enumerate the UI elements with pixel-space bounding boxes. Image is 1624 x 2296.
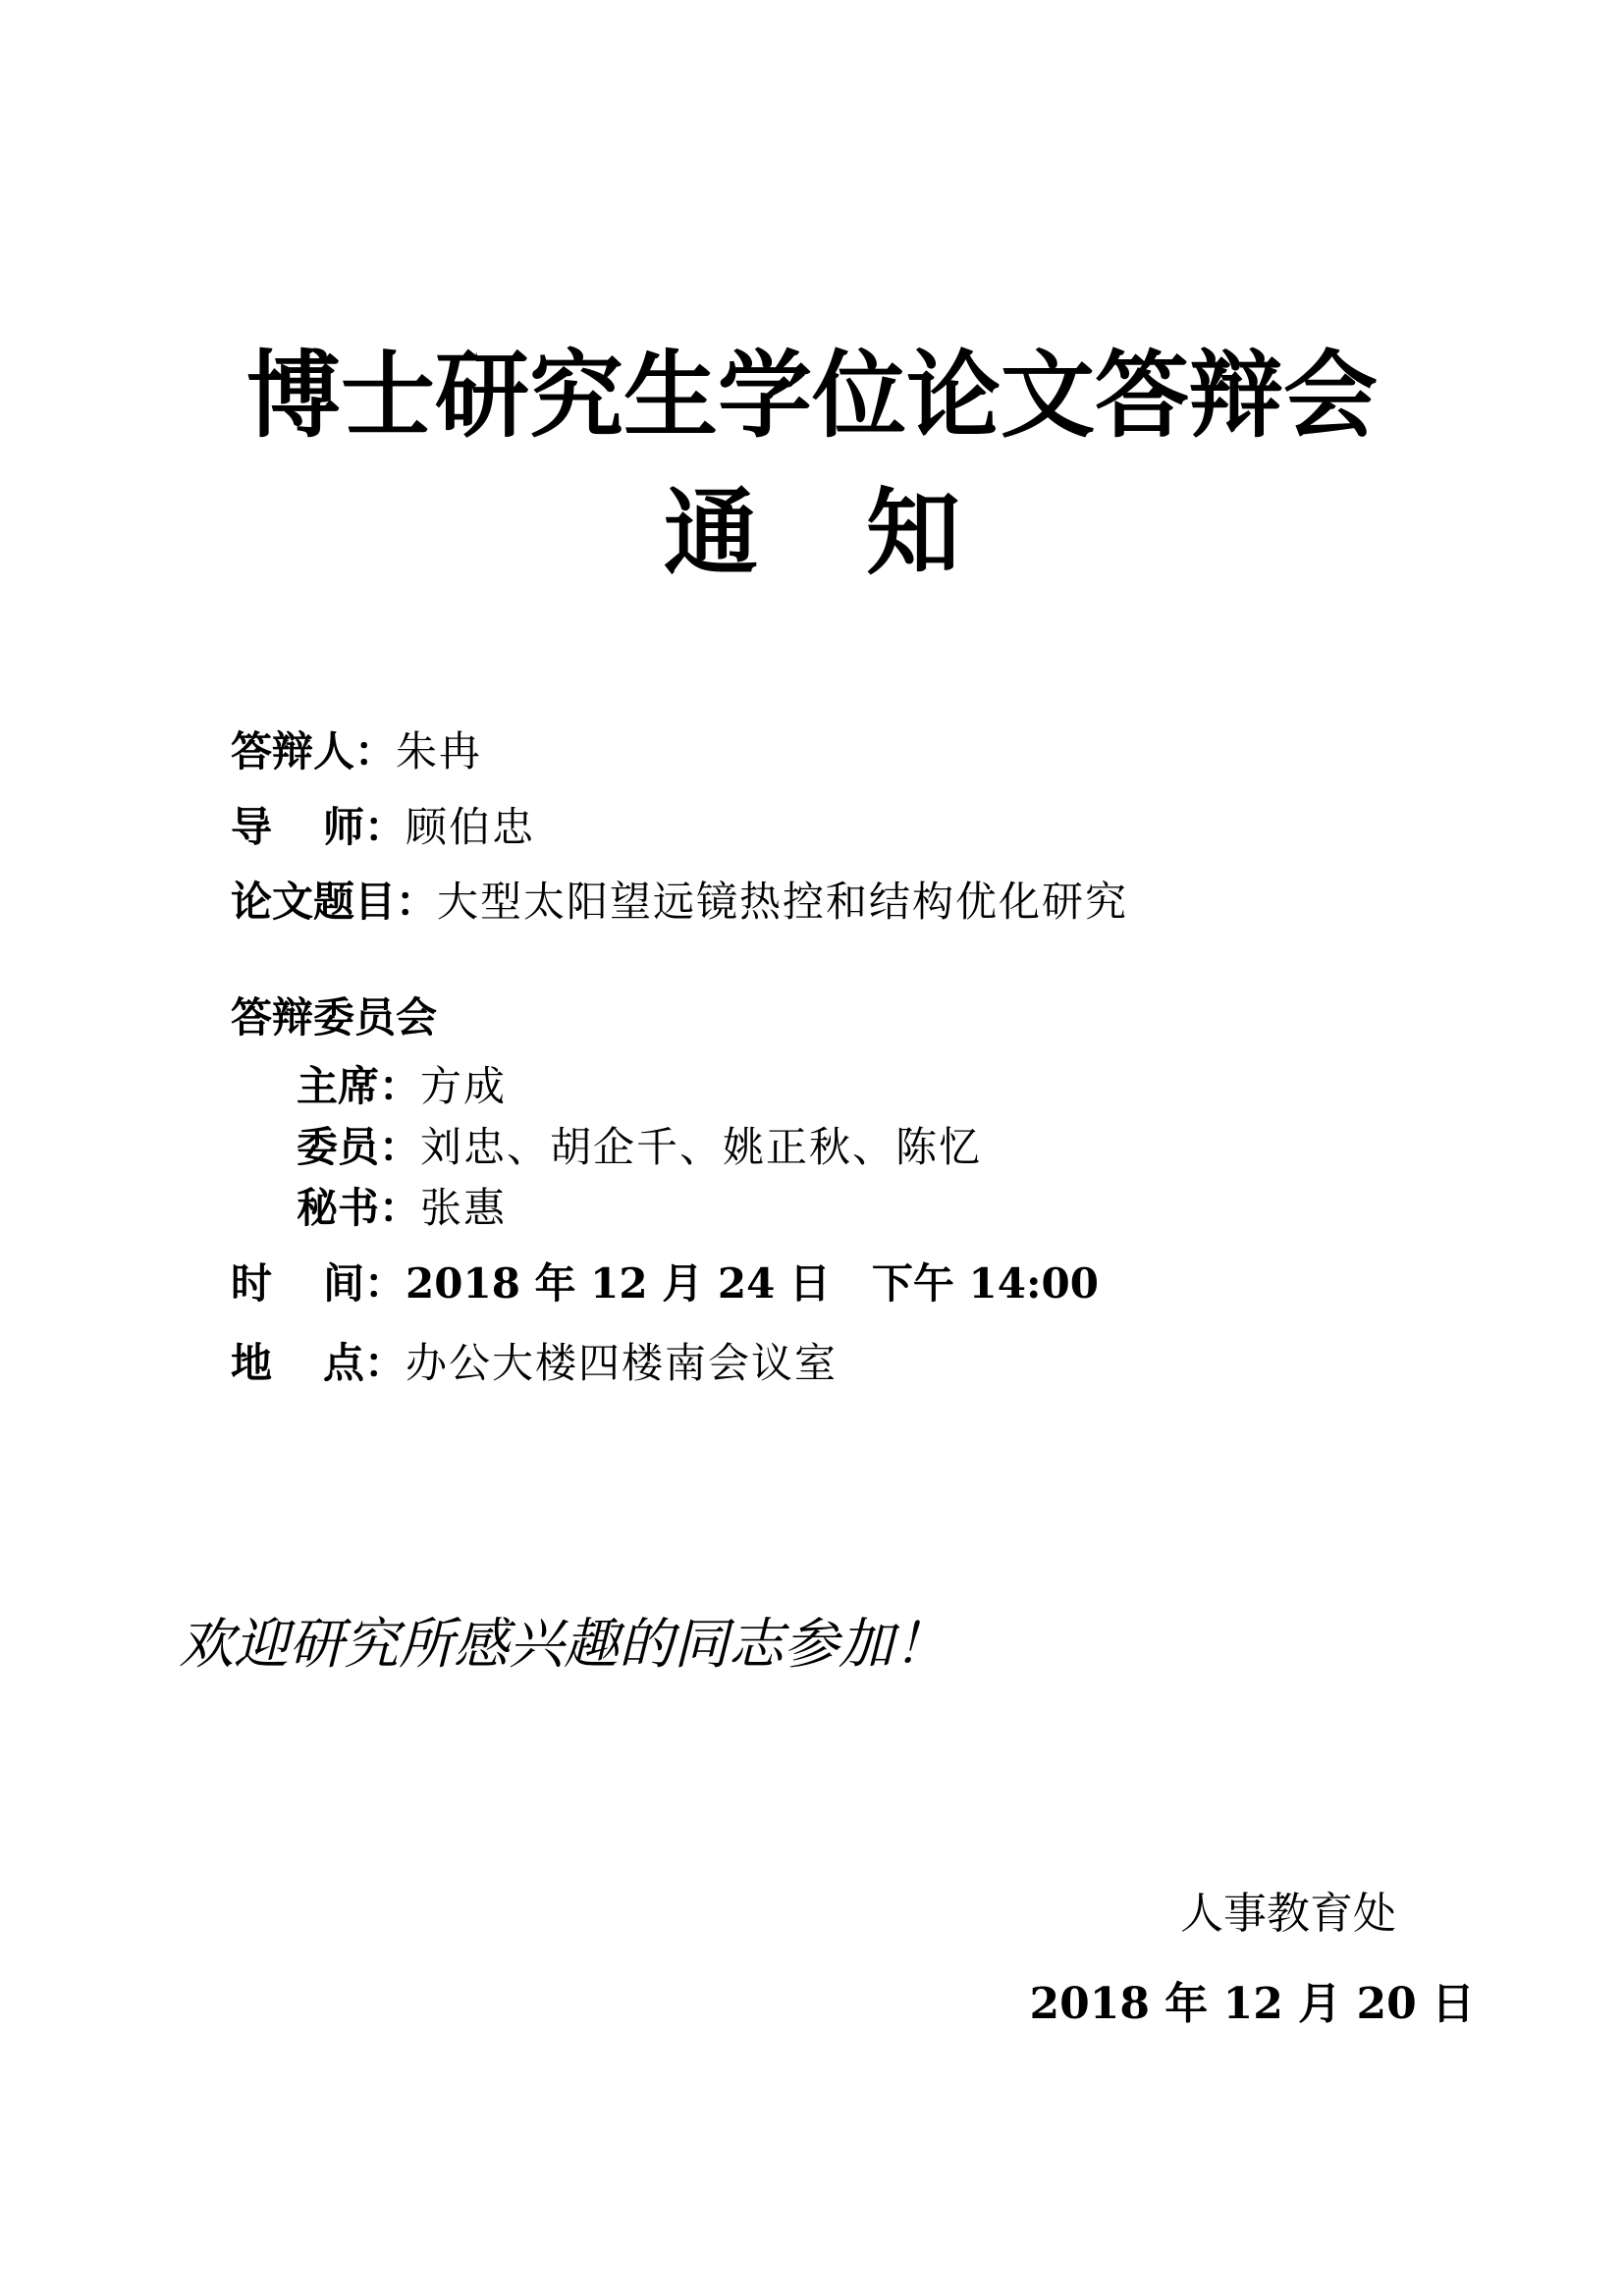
defendant-value: 朱冉 bbox=[396, 727, 483, 775]
members-row bbox=[297, 1123, 983, 1171]
subtitle-char-2: 知 bbox=[866, 477, 960, 588]
advisor-value: 顾伯忠 bbox=[406, 803, 536, 851]
place-label: 地 点： bbox=[231, 1339, 406, 1387]
chair-row bbox=[297, 1062, 508, 1110]
place-row bbox=[231, 1339, 839, 1387]
members-value: 刘忠、胡企千、姚正秋、陈忆 bbox=[420, 1123, 983, 1171]
thesis-value: 大型太阳望远镜热控和结构优化研究 bbox=[437, 878, 1129, 926]
advisor-row bbox=[231, 803, 536, 851]
chair-label: 主席： bbox=[297, 1062, 421, 1110]
subtitle-char-1: 通 bbox=[664, 477, 758, 588]
page-title: 博士研究生学位论文答辩会 bbox=[246, 340, 1378, 451]
time-row bbox=[231, 1259, 1099, 1308]
page-subtitle bbox=[0, 477, 1624, 588]
issue-date: 2018 年 12 月 20 日 bbox=[1029, 1979, 1475, 2029]
chair-value: 方成 bbox=[420, 1062, 508, 1110]
defendant-label: 答辩人： bbox=[231, 727, 397, 775]
secretary-label: 秘书： bbox=[297, 1184, 421, 1232]
thesis-label: 论文题目： bbox=[231, 878, 438, 926]
secretary-row bbox=[297, 1184, 508, 1232]
time-label: 时 间： bbox=[231, 1259, 406, 1308]
place-value: 办公大楼四楼南会议室 bbox=[406, 1339, 839, 1387]
secretary-value: 张惠 bbox=[420, 1184, 508, 1232]
members-label: 委员： bbox=[297, 1123, 421, 1171]
thesis-row bbox=[231, 878, 1129, 926]
issuing-department: 人事教育处 bbox=[1180, 1889, 1396, 1939]
time-value: 2018 年 12 月 24 日 下午 14:00 bbox=[406, 1259, 1099, 1308]
advisor-label: 导 师： bbox=[231, 803, 406, 851]
defendant-row bbox=[231, 727, 483, 775]
welcome-message: 欢迎研究所感兴趣的同志参加！ bbox=[179, 1613, 948, 1677]
committee-heading: 答辩委员会 bbox=[231, 993, 438, 1041]
